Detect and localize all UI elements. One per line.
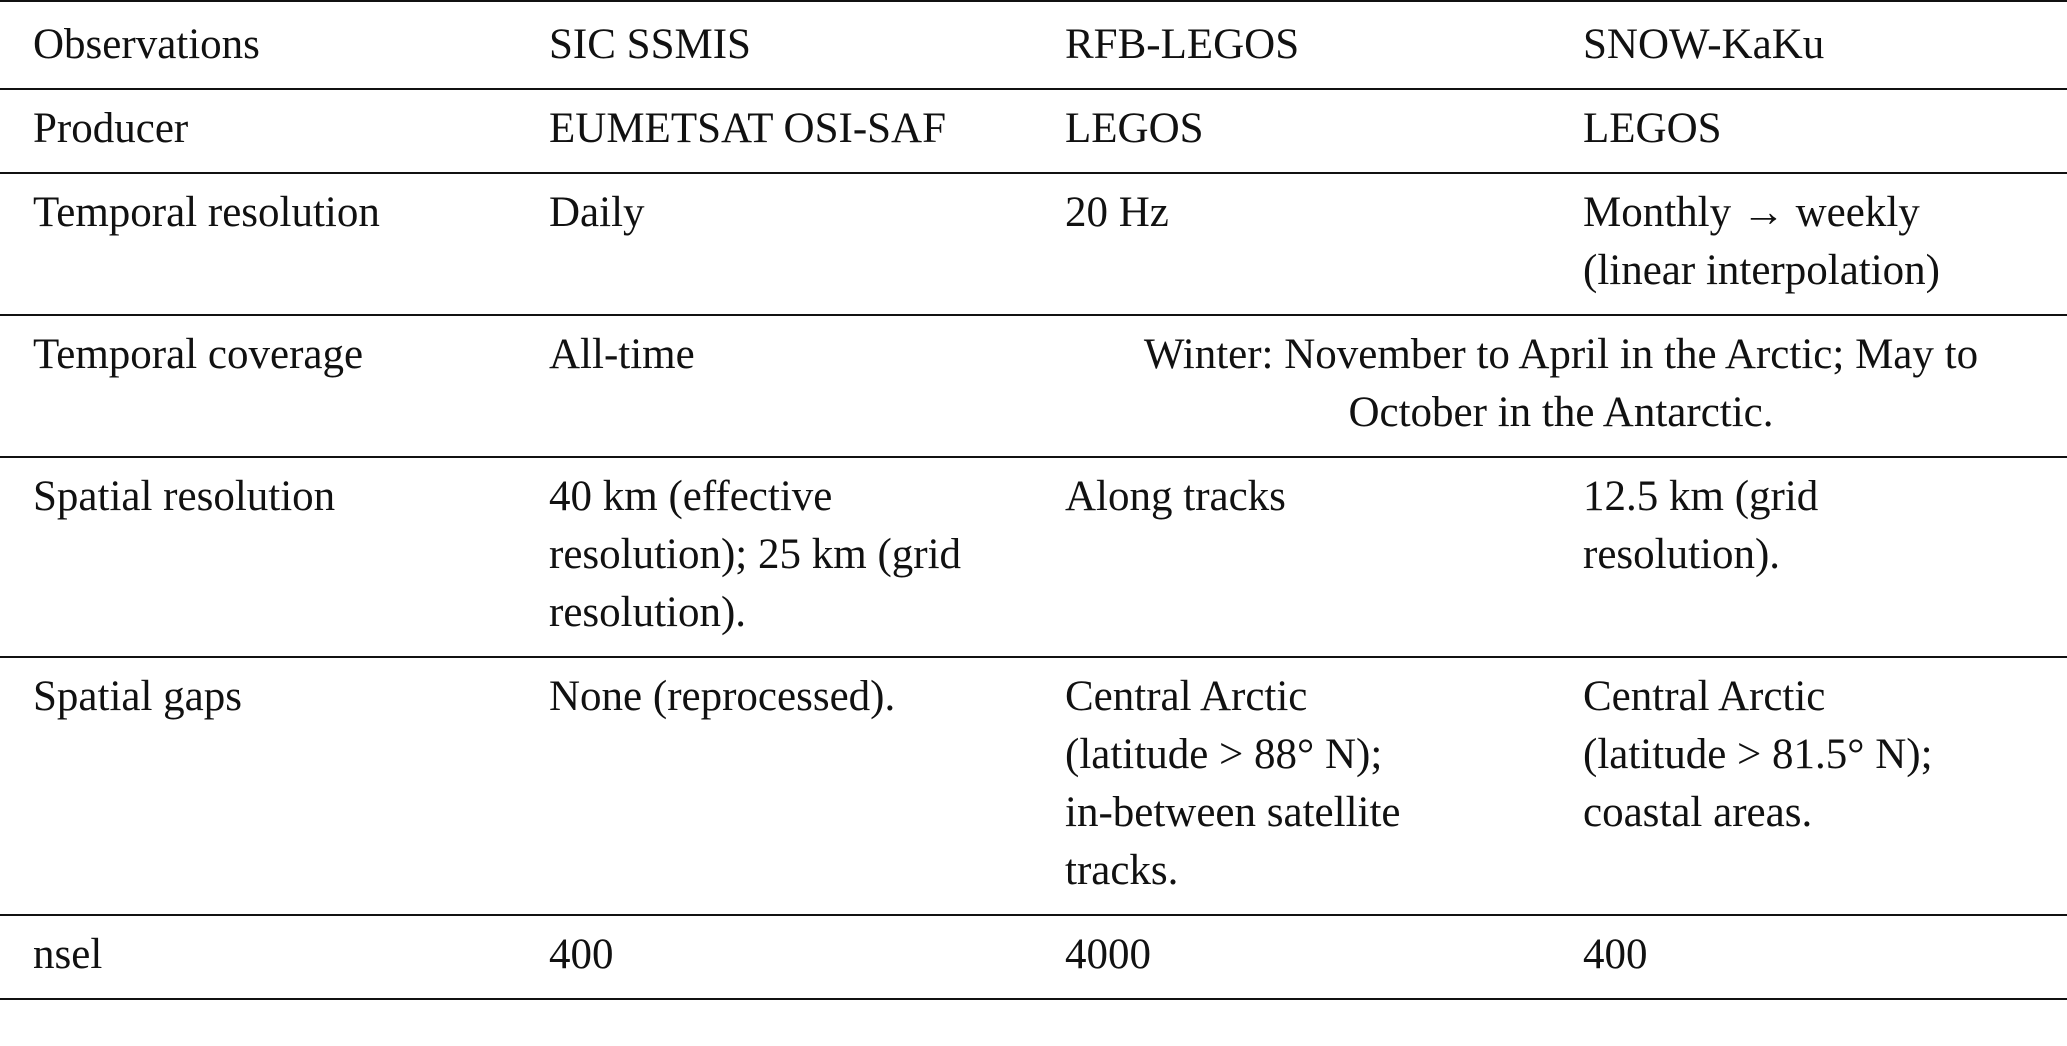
row-label-temporal-coverage: Temporal coverage (0, 315, 516, 457)
table-header-row (0, 1, 2067, 89)
cell-spatial-resolution-snow (1550, 457, 2067, 657)
header-snow-kaku: SNOW-KaKu (1550, 1, 2067, 89)
cell-line: Central Arctic (1065, 673, 1308, 720)
cell-line: in-between satellite (1065, 789, 1401, 836)
cell-producer-rfb: LEGOS (1032, 89, 1550, 173)
cell-line: resolution). (1583, 531, 1781, 578)
cell-line: (linear interpolation) (1583, 247, 1940, 294)
cell-spatial-gaps-snow (1550, 657, 2067, 915)
cell-line: tracks. (1065, 847, 1179, 894)
cell-line: resolution). (549, 589, 747, 636)
cell-line: 12.5 km (grid (1583, 473, 1819, 520)
cell-line: resolution); 25 km (grid (549, 531, 962, 578)
header-observations: Observations (0, 1, 516, 89)
cell-line: (latitude > 81.5° N); (1583, 731, 1933, 778)
cell-line: (latitude > 88° N); (1065, 731, 1383, 778)
row-label-nsel: nsel (0, 915, 516, 999)
cell-nsel-snow: 400 (1550, 915, 2067, 999)
cell-spatial-gaps-rfb (1032, 657, 1550, 915)
cell-temporal-resolution-sic: Daily (516, 173, 1032, 315)
table-row-producer (0, 89, 2067, 173)
table-row-temporal-coverage (0, 315, 2067, 457)
row-label-spatial-resolution: Spatial resolution (0, 457, 516, 657)
cell-temporal-resolution-snow (1550, 173, 2067, 315)
cell-spatial-resolution-rfb: Along tracks (1032, 457, 1550, 657)
cell-line: October in the Antarctic. (1348, 389, 1774, 436)
cell-line: 40 km (effective (549, 473, 833, 520)
cell-line: Central Arctic (1583, 673, 1826, 720)
cell-temporal-coverage-sic: All-time (516, 315, 1032, 457)
cell-temporal-resolution-rfb: 20 Hz (1032, 173, 1550, 315)
cell-producer-sic: EUMETSAT OSI-SAF (516, 89, 1032, 173)
row-label-producer: Producer (0, 89, 516, 173)
table-row-spatial-resolution (0, 457, 2067, 657)
row-label-spatial-gaps: Spatial gaps (0, 657, 516, 915)
cell-temporal-coverage-merged (1032, 315, 2067, 457)
cell-line: coastal areas. (1583, 789, 1813, 836)
cell-producer-snow: LEGOS (1550, 89, 2067, 173)
table-row-temporal-resolution (0, 173, 2067, 315)
cell-spatial-gaps-sic: None (reprocessed). (516, 657, 1032, 915)
cell-nsel-sic: 400 (516, 915, 1032, 999)
header-sic-ssmis: SIC SSMIS (516, 1, 1032, 89)
cell-line: Winter: November to April in the Arctic; May to (1143, 331, 1979, 378)
cell-nsel-rfb: 4000 (1032, 915, 1550, 999)
header-rfb-legos: RFB-LEGOS (1032, 1, 1550, 89)
table-row-spatial-gaps (0, 657, 2067, 915)
cell-spatial-resolution-sic (516, 457, 1032, 657)
table-row-nsel (0, 915, 2067, 999)
cell-line: Monthly → weekly (1583, 189, 1920, 236)
row-label-temporal-resolution: Temporal resolution (0, 173, 516, 315)
